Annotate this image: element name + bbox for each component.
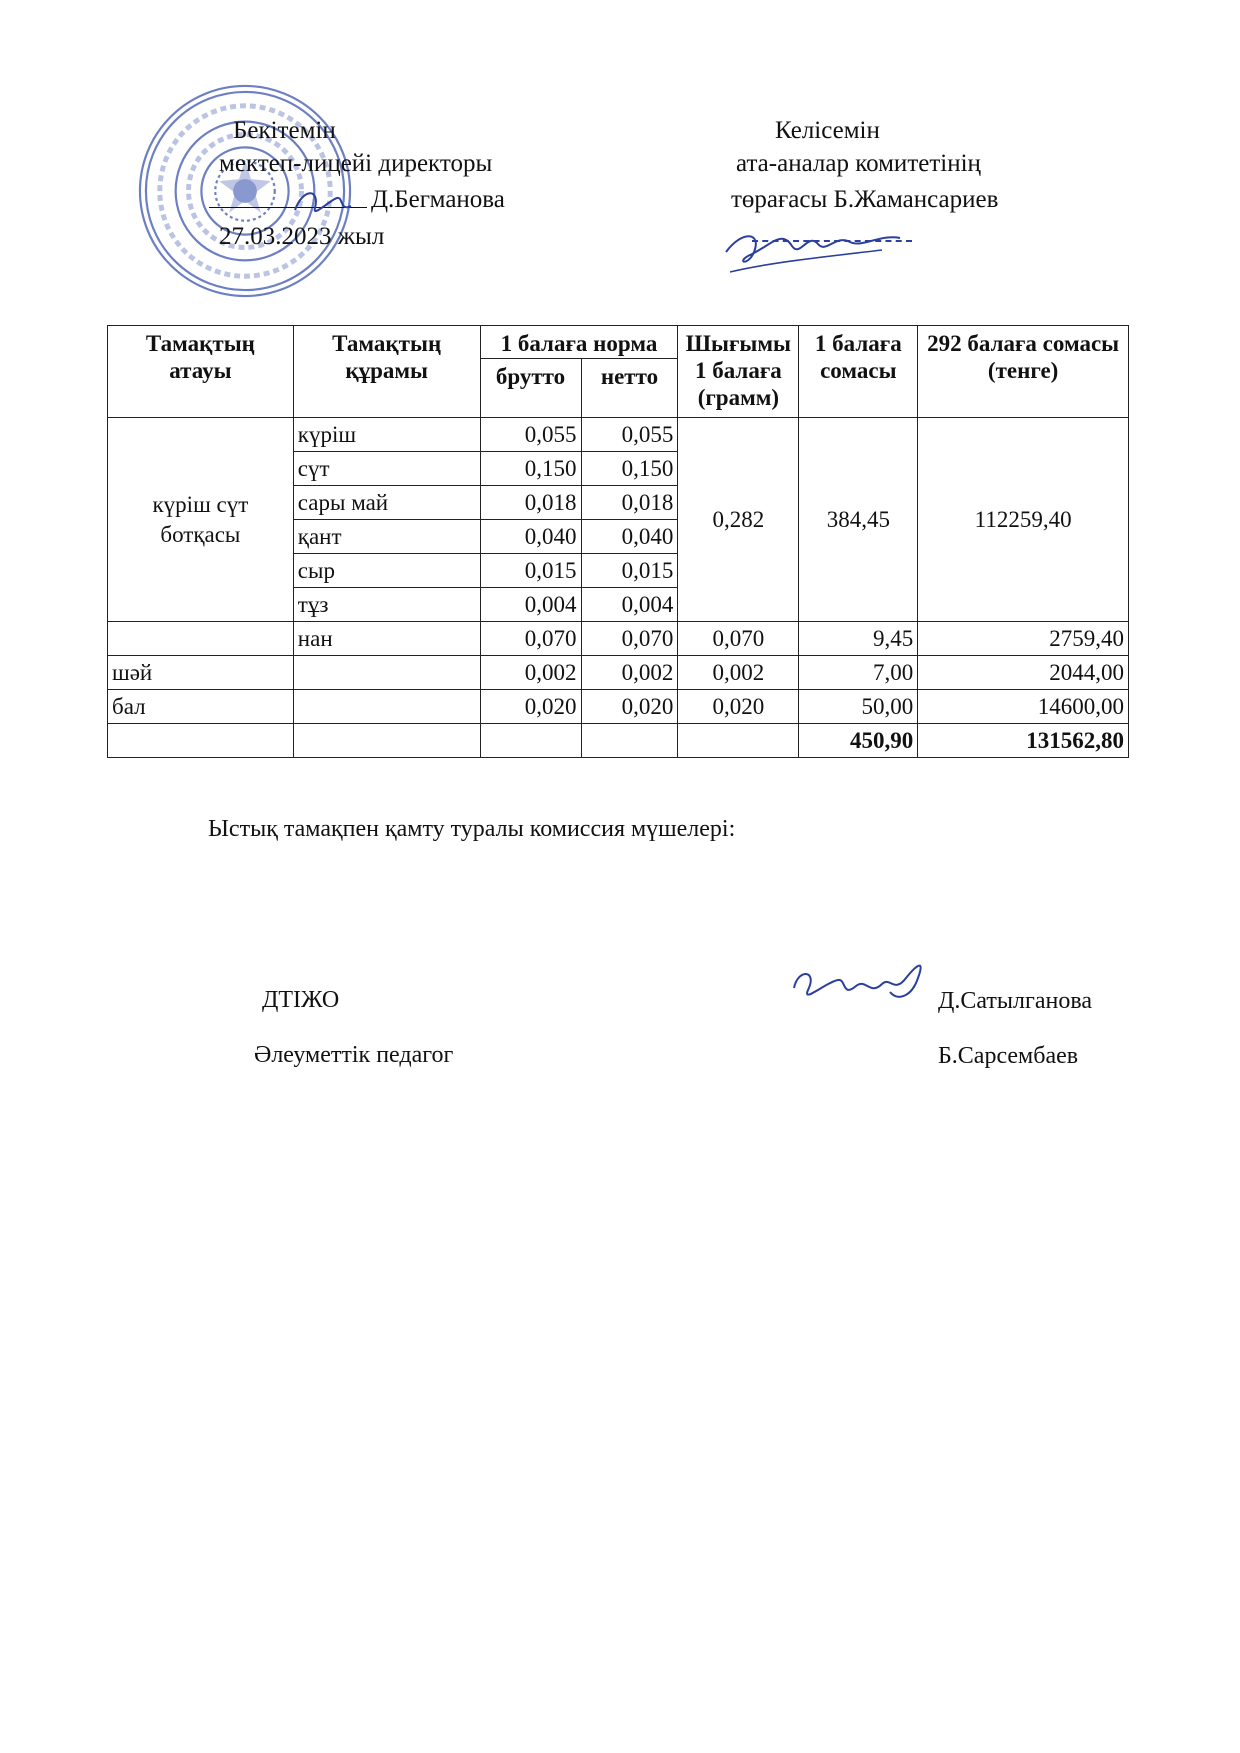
header-food-name: Тамақтың атауы xyxy=(108,326,294,418)
ingredient-name xyxy=(293,656,480,690)
committee-signature xyxy=(712,212,922,282)
header-cost-one: 1 балаға сомасы xyxy=(799,326,918,418)
ingredient-netto: 0,002 xyxy=(581,656,678,690)
ingredient-brutto: 0,004 xyxy=(480,588,581,622)
agree-role-line1: ата-аналар комитетінің xyxy=(736,150,981,177)
ingredient-name: сары май xyxy=(293,486,480,520)
ingredient-brutto: 0,018 xyxy=(480,486,581,520)
commission-member-name: Д.Сатылганова xyxy=(938,988,1093,1014)
ingredient-netto: 0,070 xyxy=(581,622,678,656)
ingredient-netto: 0,015 xyxy=(581,554,678,588)
empty-cell xyxy=(581,724,678,758)
table-row xyxy=(108,418,1129,452)
commission-member-role: ДТІЖО xyxy=(262,987,340,1013)
cost-one: 50,00 xyxy=(799,690,918,724)
member-signature xyxy=(786,948,936,1018)
ingredient-brutto: 0,040 xyxy=(480,520,581,554)
total-row xyxy=(108,724,1129,758)
ingredient-netto: 0,040 xyxy=(581,520,678,554)
cost-all: 14600,00 xyxy=(918,690,1129,724)
ingredient-name: қант xyxy=(293,520,480,554)
total-cost-all: 131562,80 xyxy=(918,724,1129,758)
ingredient-name: тұз xyxy=(293,588,480,622)
ingredient-name: сыр xyxy=(293,554,480,588)
approve-role: мектеп-лицейі директоры xyxy=(219,150,493,177)
food-name xyxy=(108,622,294,656)
header-brutto: брутто xyxy=(480,359,581,418)
dish-cost-all: 112259,40 xyxy=(918,418,1129,622)
header-cost-all: 292 балаға сомасы (тенге) xyxy=(918,326,1129,418)
header-norm: 1 балаға норма xyxy=(480,326,678,359)
agree-role-line2: төрағасы Б.Жамансариев xyxy=(731,186,999,213)
ingredient-name: нан xyxy=(293,622,480,656)
dish-yield: 0,282 xyxy=(678,418,799,622)
cost-one: 9,45 xyxy=(799,622,918,656)
total-cost-one: 450,90 xyxy=(799,724,918,758)
cost-one: 7,00 xyxy=(799,656,918,690)
ingredient-brutto: 0,150 xyxy=(480,452,581,486)
header-row xyxy=(108,326,1129,359)
yield: 0,020 xyxy=(678,690,799,724)
table-row xyxy=(108,656,1129,690)
header-yield: Шығымы 1 балаға (грамм) xyxy=(678,326,799,418)
empty-cell xyxy=(480,724,581,758)
yield: 0,070 xyxy=(678,622,799,656)
cost-all: 2759,40 xyxy=(918,622,1129,656)
director-signature xyxy=(285,180,360,225)
ingredient-netto: 0,150 xyxy=(581,452,678,486)
empty-cell xyxy=(678,724,799,758)
approve-name: Д.Бегманова xyxy=(371,186,505,213)
ingredient-brutto: 0,002 xyxy=(480,656,581,690)
dish-name: күріш сүт ботқасы xyxy=(108,418,294,622)
ingredient-name: күріш xyxy=(293,418,480,452)
header-netto: нетто xyxy=(581,359,678,418)
commission-member-name: Б.Сарсембаев xyxy=(938,1043,1079,1069)
cost-all: 2044,00 xyxy=(918,656,1129,690)
ingredient-brutto: 0,055 xyxy=(480,418,581,452)
dish-cost-one: 384,45 xyxy=(799,418,918,622)
approve-date: 27.03.2023 жыл xyxy=(219,223,385,250)
table-row xyxy=(108,622,1129,656)
header-composition: Тамақтың құрамы xyxy=(293,326,480,418)
ingredient-brutto: 0,015 xyxy=(480,554,581,588)
ingredient-brutto: 0,070 xyxy=(480,622,581,656)
approve-title: Бекітемін xyxy=(233,117,336,144)
ingredient-name: сүт xyxy=(293,452,480,486)
yield: 0,002 xyxy=(678,656,799,690)
commission-member-role: Әлеуметтік педагог xyxy=(254,1042,454,1068)
menu-table xyxy=(107,325,1129,758)
ingredient-netto: 0,020 xyxy=(581,690,678,724)
ingredient-netto: 0,018 xyxy=(581,486,678,520)
agree-title: Келісемін xyxy=(775,117,880,144)
empty-cell xyxy=(108,724,294,758)
food-name: шәй xyxy=(108,656,294,690)
table-row xyxy=(108,690,1129,724)
ingredient-brutto: 0,020 xyxy=(480,690,581,724)
ingredient-name xyxy=(293,690,480,724)
empty-cell xyxy=(293,724,480,758)
food-name: бал xyxy=(108,690,294,724)
ingredient-netto: 0,055 xyxy=(581,418,678,452)
ingredient-netto: 0,004 xyxy=(581,588,678,622)
commission-title: Ыстық тамақпен қамту туралы комиссия мүшелері: xyxy=(208,816,736,842)
